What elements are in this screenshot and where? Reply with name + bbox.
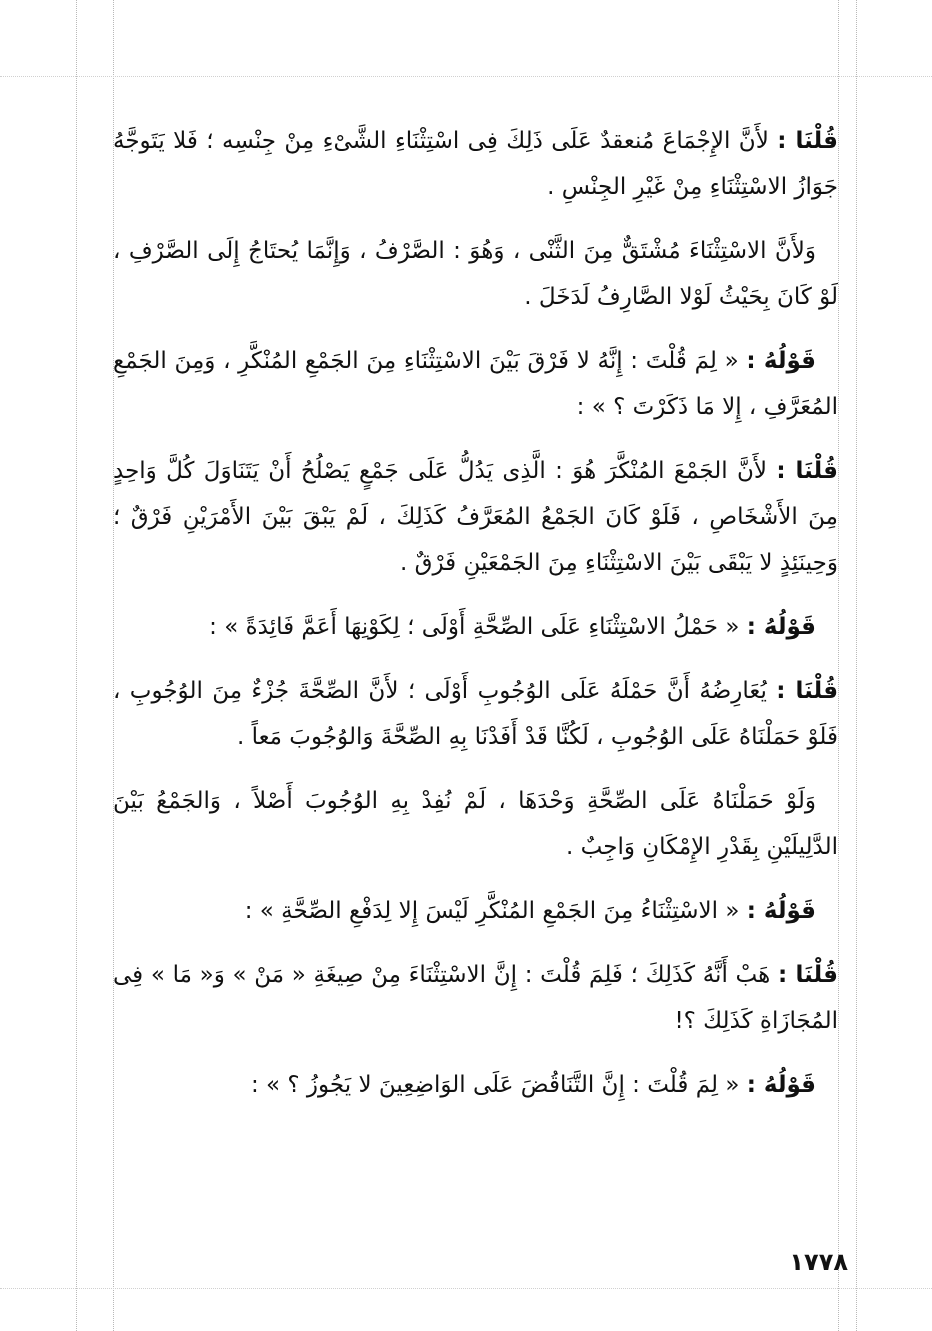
paragraph-text: يُعَارِضُهُ أَنَّ حَمْلَهُ عَلَى الوُجُوبِ أَوْلَى ؛ لأَنَّ الصِّحَّةَ جُزْءٌ مِنَ الوُجُوبِ ، فَلَوْ حَمَلْنَاهُ عَلَى الوُجُوبِ ، لَكُنَّا قَدْ أَفَدْنَا بِهِ الصِّحَّةَ وَالوُجُوبَ مَعاً . <box>113 678 838 750</box>
paragraph-10 <box>113 1062 838 1108</box>
paragraph-lead: قُلْنَا : <box>776 458 838 484</box>
paragraph-4 <box>113 448 838 586</box>
paragraph-lead: قُلْنَا : <box>777 962 838 988</box>
paragraph-lead: قَوْلُهُ : <box>746 898 816 924</box>
paragraph-3 <box>113 338 838 430</box>
paragraph-text: هَبْ أَنَّهُ كَذَلِكَ ؛ فَلِمَ قُلْتَ : إِنَّ الاسْتِثْنَاءَ مِنْ صِيغَةِ « مَنْ » وَ« مَا » فِى المُجَازَاةِ كَذَلِكَ ؟! <box>113 962 838 1034</box>
guide-line-inner-right <box>838 0 839 1331</box>
paragraph-lead: قَوْلُهُ : <box>746 348 816 374</box>
paragraph-9 <box>113 952 838 1044</box>
guide-line-bottom <box>0 1288 932 1289</box>
guide-line-left <box>76 0 77 1331</box>
paragraph-text: « حَمْلُ الاسْتِثْنَاءِ عَلَى الصِّحَّةِ أَوْلَى ؛ لِكَوْنِهَا أَعَمَّ فَائِدَةً » : <box>209 614 740 640</box>
paragraph-lead: قَوْلُهُ : <box>746 1072 816 1098</box>
guide-line-right <box>856 0 857 1331</box>
paragraph-7 <box>113 778 838 870</box>
paragraph-text: « لِمَ قُلْتَ : إِنَّ التَّنَاقُضَ عَلَى الوَاضِعِينَ لا يَجُوزُ ؟ » : <box>250 1072 740 1098</box>
page-number: ١٧٧٨ <box>789 1248 848 1276</box>
page-body <box>113 118 838 1126</box>
paragraph-text: وَلَوْ حَمَلْنَاهُ عَلَى الصِّحَّةِ وَحْدَهَا ، لَمْ نُفِدْ بِهِ الوُجُوبَ أَصْلاً ، وَالجَمْعُ بَيْنَ الدَّلِيلَيْنِ بِقَدْرِ الإِمْكَانِ وَاجِبٌ . <box>113 788 838 860</box>
paragraph-8 <box>113 888 838 934</box>
guide-line-top <box>0 76 932 77</box>
paragraph-text: وَلأَنَّ الاسْتِثْنَاءَ مُشْتَقٌّ مِنَ الثَّنْى ، وَهُوَ : الصَّرْفُ ، وَإِنَّمَا يُحتَاجُ إِلَى الصَّرْفِ ، لَوْ كَانَ بِحَيْثُ لَوْلا الصَّارِفُ لَدَخَلَ . <box>113 238 838 310</box>
paragraph-lead: قَوْلُهُ : <box>746 614 816 640</box>
paragraph-text: « الاسْتِثْنَاءُ مِنَ الجَمْعِ المُنْكَّرِ لَيْسَ إِلا لِدَفْعِ الصِّحَّةِ » : <box>244 898 740 924</box>
paragraph-1 <box>113 118 838 210</box>
paragraph-text: لأَنَّ الإِجْمَاعَ مُنعقدٌ عَلَى ذَلِكَ فِى اسْتِثْنَاءِ الشَّىْءِ مِنْ جِنْسِه ؛ فَلا يَتَوجَّهُ جَوَازُ الاسْتِثْنَاءِ مِنْ غَيْرِ الجِنْسِ . <box>113 128 838 200</box>
paragraph-text: « لِمَ قُلْتَ : إِنَّهُ لا فَرْقَ بَيْنَ الاسْتِثْنَاءِ مِنَ الجَمْعِ المُنْكَّرِ ، وَمِنَ الجَمْعِ المُعَرَّفِ ، إِلا مَا ذَكَرْتَ ؟ » : <box>113 348 838 420</box>
paragraph-lead: قُلْنَا : <box>776 678 838 704</box>
paragraph-text: لأَنَّ الجَمْعَ المُنْكَّرَ هُوَ : الَّذِى يَدُلُّ عَلَى جَمْعٍ يَصْلُحُ أَنْ يَتَنَاوَلَ كُلَّ وَاحِدٍ مِنَ الأَشْخَاصِ ، فَلَوْ كَانَ الجَمْعُ المُعَرَّفُ كَذَلِكَ ، لَمْ يَبْقَ بَيْنَ الأَمْرَيْنِ فَرْقٌ ؛ وَحِينَئِذٍ لا يَبْقَى بَيْنَ الاسْتِثْنَاءِ مِنَ الجَمْعَيْنِ فَرْقٌ . <box>113 458 838 576</box>
paragraph-6 <box>113 668 838 760</box>
paragraph-5 <box>113 604 838 650</box>
paragraph-lead: قُلْنَا : <box>777 128 838 154</box>
paragraph-2 <box>113 228 838 320</box>
